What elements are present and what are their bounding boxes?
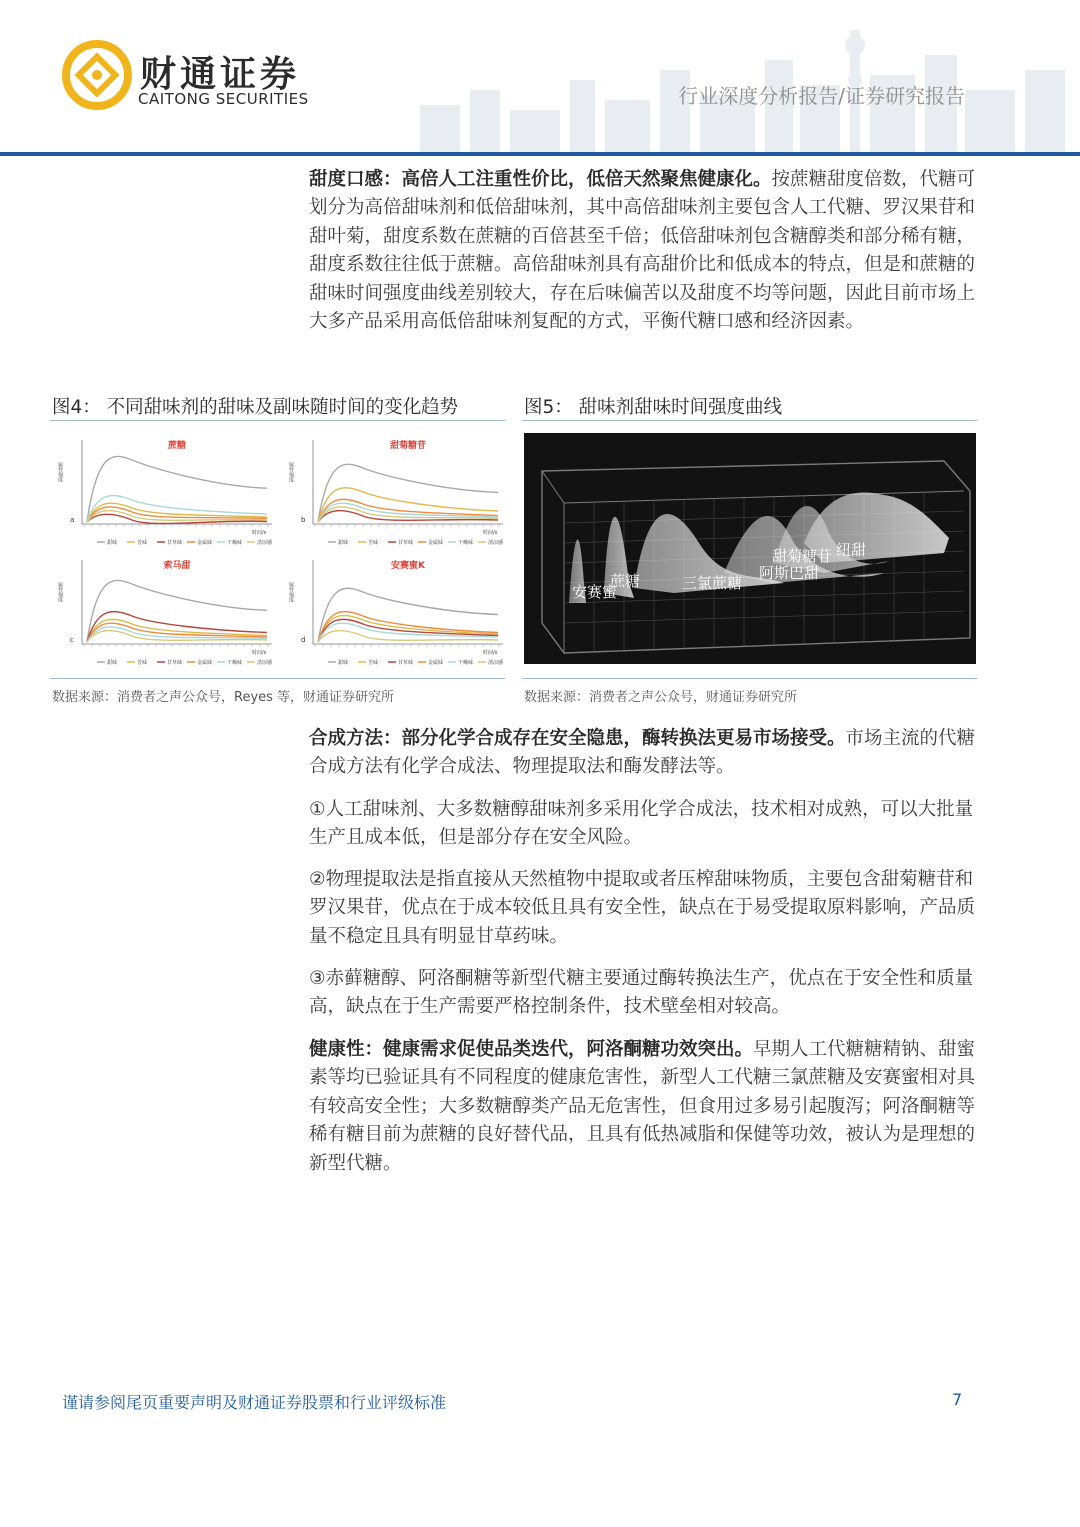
figure4-legend-label: 清凉感 bbox=[488, 660, 504, 666]
figure4-x-ticks bbox=[84, 524, 268, 527]
figure4-legend-label: 甘草味 bbox=[167, 660, 183, 666]
figure4-legend-label: 甜味 bbox=[338, 660, 349, 666]
figure4-panel-title: 甜菊糖苷 bbox=[389, 441, 427, 451]
figure4-legend bbox=[97, 659, 272, 666]
figure4-legend bbox=[97, 539, 272, 546]
figure4-panel-title: 索马甜 bbox=[163, 561, 191, 571]
figure4-title-rule bbox=[50, 420, 505, 421]
figure4-panel-letter: a bbox=[70, 516, 75, 524]
paragraph-body: ②物理提取法是指直接从天然植物中提取或者压榨甜味物质，主要包含甜菊糖苷和罗汉果苷，优点在于成本较低且具有安全性，缺点在于易受提取原料影响，产品质量不稳定且具有明显甘草药味。 bbox=[309, 869, 976, 947]
figure4-legend-label: 甜味 bbox=[107, 540, 118, 546]
figure4-series-line bbox=[318, 464, 498, 522]
figure5-title-rule bbox=[522, 420, 977, 421]
figure4-panel-title: 安赛蜜K bbox=[391, 561, 425, 571]
paragraph-enzyme-conversion bbox=[309, 965, 979, 1022]
figure4-panel-letter: d bbox=[301, 636, 306, 644]
figure4-x-label: 时间/s bbox=[483, 650, 498, 656]
figure5-3d-curve-image bbox=[524, 433, 976, 664]
figure4-panel bbox=[52, 552, 277, 670]
figure5-source: 数据来源：消费者之声公众号，财通证券研究所 bbox=[524, 690, 798, 705]
figure4-y-label: 属性强度 bbox=[57, 582, 63, 602]
figure4-x-label: 时间/s bbox=[252, 530, 267, 536]
figure4-legend-label: 甘草味 bbox=[398, 660, 414, 666]
paragraph-body: ③赤藓糖醇、阿洛酮糖等新型代糖主要通过酶转换法生产，优点在于安全性和质量高，缺点在于生产需要严格控制条件，技术壁垒相对较高。 bbox=[309, 968, 974, 1018]
brand-name-cn: 财通证券 bbox=[140, 54, 301, 95]
figure4-legend-label: 甘草味 bbox=[167, 540, 183, 546]
paragraph-body: 早期人工代糖糖精钠、甜蜜素等均已验证具有不同程度的健康危害性，新型人工代糖三氯蔗糖及安赛蜜相对具有较高安全性；大多数糖醇类产品无危害性，但食用过多易引起腹泻；阿洛酮糖等稀有糖目前为蔗糖的良好替代品，且具有低热减脂和保健等功效，被认为是理想的新型代糖。 bbox=[309, 1039, 976, 1174]
figure5-label: 阿斯巴甜 bbox=[759, 564, 820, 582]
figure4-panel-title: 蔗糖 bbox=[167, 441, 187, 451]
figure5-label: 纽甜 bbox=[836, 541, 867, 559]
report-type: 行业深度分析报告/证券研究报告 bbox=[678, 84, 965, 108]
paragraph-body: ①人工甜味剂、大多数糖醇甜味剂多采用化学合成法，技术相对成熟，可以大批量生产且成本低，但是部分存在安全风险。 bbox=[309, 799, 974, 849]
figure4-x-label: 时间/s bbox=[483, 530, 498, 536]
figure4-panel bbox=[283, 432, 508, 550]
figure5-label: 三氯蔗糖 bbox=[682, 574, 743, 592]
paragraph-sweetness bbox=[309, 166, 979, 336]
paragraph-heading: 健康性：健康需求促使品类迭代，阿洛酮糖功效突出。 bbox=[309, 1039, 754, 1060]
figure4-legend-label: 干燥味 bbox=[458, 540, 474, 546]
figure4-legend bbox=[328, 539, 503, 546]
paragraph-body: 市场主流的代糖合成方法有化学合成法、物理提取法和酶发酵法等。 bbox=[309, 728, 976, 778]
page-header bbox=[0, 0, 1080, 156]
figure5-label: 蔗糖 bbox=[610, 572, 641, 590]
figure5-title: 图5： 甜味剂甜味时间强度曲线 bbox=[524, 397, 783, 418]
figure5-3d-graphic bbox=[524, 433, 976, 664]
figure4-source: 数据来源：消费者之声公众号，Reyes 等，财通证券研究所 bbox=[52, 690, 395, 705]
figure5-bottom-rule bbox=[522, 678, 977, 679]
figure4-title: 图4： 不同甜味剂的甜味及副味随时间的变化趋势 bbox=[52, 397, 459, 418]
figure4-legend-label: 清凉感 bbox=[257, 540, 273, 546]
figure4-legend-label: 甜味 bbox=[107, 660, 118, 666]
figure4-y-label: 属性强度 bbox=[288, 582, 294, 602]
brand-name-en: CAITONG SECURITIES bbox=[138, 90, 309, 108]
figure4-legend-label: 干燥味 bbox=[458, 660, 474, 666]
paragraph-health bbox=[309, 1036, 979, 1178]
figure4-legend-label: 干燥味 bbox=[227, 540, 243, 546]
figure4-axis bbox=[82, 440, 272, 524]
figure4-panel-letter: c bbox=[70, 636, 74, 644]
paragraph-heading: 合成方法：部分化学合成存在安全隐患，酶转换法更易市场接受。 bbox=[309, 728, 846, 749]
figure4-legend-label: 清凉感 bbox=[257, 660, 273, 666]
figure4-legend-label: 金属味 bbox=[197, 540, 213, 546]
figure4-bottom-rule bbox=[50, 678, 505, 679]
figure4-legend-label: 干燥味 bbox=[227, 660, 243, 666]
paragraph-chemical-synthesis bbox=[309, 796, 979, 853]
figure4-legend-label: 甜味 bbox=[338, 540, 349, 546]
paragraph-heading: 甜度口感：高倍人工注重性价比，低倍天然聚焦健康化。 bbox=[309, 169, 772, 190]
paragraph-body: 按蔗糖甜度倍数，代糖可划分为高倍甜味剂和低倍甜味剂，其中高倍甜味剂主要包含人工代糖、罗汉果苷和甜叶菊，甜度系数在蔗糖的百倍甚至千倍；低倍甜味剂包含糖醇类和部分稀有糖，甜度系数往往低于蔗糖。高倍甜味剂具有高甜价比和低成本的特点，但是和蔗糖的甜味时间强度曲线差别较大，存在后味偏苦以及甜度不均等问题，因此目前市场上大多产品采用高低倍甜味剂复配的方式，平衡代糖口感和经济因素。 bbox=[309, 169, 976, 333]
figure4-legend-label: 苦味 bbox=[368, 540, 379, 546]
figure4-legend-label: 金属味 bbox=[197, 660, 213, 666]
figure4-panel-letter: b bbox=[301, 516, 306, 524]
header-rule bbox=[0, 152, 1080, 156]
paragraph-synthesis bbox=[309, 725, 979, 782]
figure4-legend bbox=[328, 659, 503, 666]
figure4-y-label: 属性强度 bbox=[57, 462, 63, 482]
figure4-legend-label: 金属味 bbox=[428, 540, 444, 546]
figure4-x-label: 时间/s bbox=[252, 650, 267, 656]
figure4-panel bbox=[52, 432, 277, 550]
figure5-label: 安赛蜜 bbox=[572, 583, 618, 601]
city-skyline-graphic bbox=[380, 0, 1080, 152]
figure4-legend-label: 苦味 bbox=[368, 660, 379, 666]
figure4-panel bbox=[283, 552, 508, 670]
figure4-y-label: 属性强度 bbox=[288, 462, 294, 482]
footer-disclaimer-link[interactable]: 谨请参阅尾页重要声明及财通证券股票和行业评级标准 bbox=[62, 1393, 447, 1412]
figure4-x-ticks bbox=[315, 644, 499, 647]
figure4-legend-label: 甘草味 bbox=[398, 540, 414, 546]
figure4-legend-label: 苦味 bbox=[137, 540, 148, 546]
caitong-logo-icon bbox=[62, 40, 132, 110]
paragraph-physical-extraction bbox=[309, 866, 979, 951]
figure4-legend-label: 金属味 bbox=[428, 660, 444, 666]
figure4-x-ticks bbox=[315, 524, 499, 527]
figure4-legend-label: 清凉感 bbox=[488, 540, 504, 546]
figure5-label: 甜菊糖苷 bbox=[772, 547, 833, 565]
page-number: 7 bbox=[952, 1390, 963, 1409]
figure4-x-ticks bbox=[84, 644, 268, 647]
figure4-legend-label: 苦味 bbox=[137, 660, 148, 666]
